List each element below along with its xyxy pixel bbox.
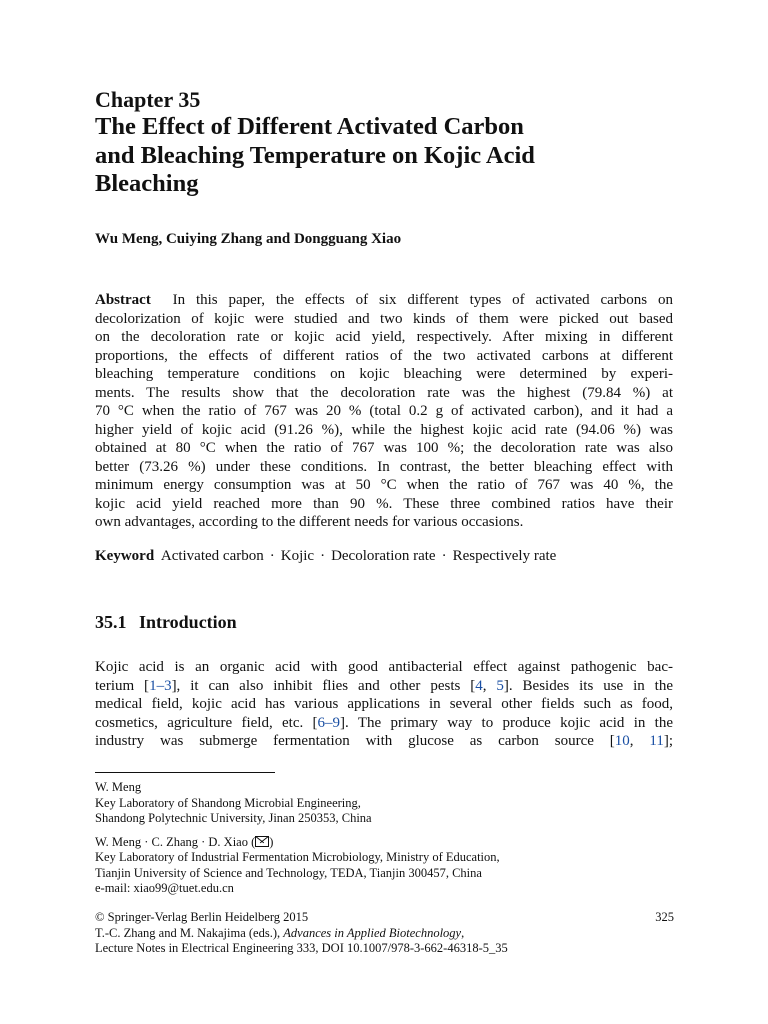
abstract-line: decolorization of kojic were studied and two kinds of them were picked out based xyxy=(95,310,673,327)
abstract-line: on the decoloration rate or kojic acid yield, respectively. After mixing in different xyxy=(95,329,673,345)
chapter-label: Chapter 35 xyxy=(95,87,201,112)
abstract-line: proportions, the effects of different ratios of the two activated carbons at different xyxy=(95,347,673,364)
abstract-line: obtained at 80 °C when the ratio of 767 was 100 %; the decoloration rate was also xyxy=(95,440,673,456)
abstract-line: ments. The results show that the decoloration rate was the highest (79.84 %) at xyxy=(95,384,673,401)
footnotes xyxy=(95,780,675,905)
copyright-line: © Springer-Verlag Berlin Heidelberg 2015 xyxy=(95,910,309,924)
abstract-line: 70 °C when the ratio of 767 was 20 % (total 0.2 g of activated carbon), and it had a xyxy=(95,403,673,419)
chapter-title-line: and Bleaching Temperature on Kojic Acid xyxy=(95,141,535,169)
abstract-line: better (73.26 %) under these conditions. In contrast, the better bleaching effect with xyxy=(95,458,673,475)
citation-link[interactable]: 4 xyxy=(475,677,483,694)
email-line[interactable]: e-mail: xiao99@tuet.edu.cn xyxy=(95,881,234,895)
keyword-item: Respectively rate xyxy=(452,548,557,564)
section-number: 35.1 xyxy=(95,612,127,632)
affiliation-authors: W. Meng · C. Zhang · D. Xiao ( ) xyxy=(95,834,274,849)
citation-link[interactable]: 10 xyxy=(614,733,630,749)
affiliation-block xyxy=(95,835,675,897)
chapter-title-line: Bleaching xyxy=(95,170,199,197)
abstract-line: bleaching temperature conditions on kojic bleaching were determined by experi- xyxy=(95,366,673,382)
section-title: Introduction xyxy=(139,612,237,632)
section-heading xyxy=(95,612,237,633)
chapter-title xyxy=(95,113,695,199)
abstract-heading: Abstract xyxy=(95,292,151,308)
abstract-line: minimum energy consumption was at 50 °C when the ratio of 767 was 40 %, the xyxy=(95,477,673,493)
affiliation-line: W. Meng xyxy=(95,780,142,794)
chapter-title-line: The Effect of Different Activated Carbon xyxy=(95,113,524,140)
abstract xyxy=(95,291,673,532)
publication-info xyxy=(95,910,675,957)
keyword-item: Decoloration rate xyxy=(331,548,436,564)
abstract-line: higher yield of kojic acid (91.26 %), while the highest kojic acid rate (94.06 %) was xyxy=(95,421,673,438)
keyword-separator: · xyxy=(441,548,447,564)
affiliation-block xyxy=(95,780,675,827)
intro-line: Kojic acid is an organic acid with good antibacterial effect against pathogenic bac- xyxy=(95,659,673,675)
page-number: 325 xyxy=(655,910,674,924)
intro-line: terium [1–3], it can also inhibit flies and other pests [4, 5]. Besides its use in the xyxy=(95,677,674,694)
introduction-body xyxy=(95,658,673,751)
keywords-heading: Keyword xyxy=(95,548,155,564)
editors-line: T.-C. Zhang and M. Nakajima (eds.), Advances in Applied Biotechnology, xyxy=(95,925,465,940)
affiliation-line: Key Laboratory of Shandong Microbial Engineering, xyxy=(95,795,361,810)
abstract-line: kojic acid yield reached more than 90 %. These three combined ratios have their xyxy=(95,495,673,512)
authors: Wu Meng, Cuiying Zhang and Dongguang Xiao xyxy=(95,231,402,247)
abstract-line: Abstract In this paper, the effects of six different types of activated carbons on xyxy=(95,292,673,308)
abstract-line: own advantages, according to the different needs for various occasions. xyxy=(95,514,524,530)
intro-line: cosmetics, agriculture field, etc. [6–9]. The primary way to produce kojic acid in the xyxy=(95,714,673,731)
intro-line: industry was submerge fermentation with glucose as carbon source [10, 11]; xyxy=(95,733,674,749)
affiliation-line: Tianjin University of Science and Technology, TEDA, Tianjin 300457, China xyxy=(95,865,482,880)
book-title: Advances in Applied Biotechnology xyxy=(283,925,462,940)
citation-link[interactable]: 6–9 xyxy=(317,714,341,731)
footnote-divider xyxy=(95,772,275,773)
intro-line: medical field, kojic acid has various applications in several other fields such as food, xyxy=(95,696,673,712)
keyword-separator: · xyxy=(320,548,326,564)
keyword-separator: · xyxy=(269,548,275,564)
citation-link[interactable]: 1–3 xyxy=(149,677,172,694)
keyword-item: Kojic xyxy=(280,548,315,564)
series-doi-line: Lecture Notes in Electrical Engineering 333, DOI 10.1007/978-3-662-46318-5_35 xyxy=(95,941,508,955)
keywords xyxy=(95,548,556,565)
citation-link[interactable]: 5 xyxy=(496,677,504,694)
keyword-item: Activated carbon xyxy=(160,548,264,564)
citation-link[interactable]: 11 xyxy=(649,733,664,749)
envelope-icon xyxy=(255,836,269,847)
affiliation-line: Key Laboratory of Industrial Fermentation Microbiology, Ministry of Education, xyxy=(95,850,500,864)
affiliation-line: Shandong Polytechnic University, Jinan 250353, China xyxy=(95,811,372,825)
